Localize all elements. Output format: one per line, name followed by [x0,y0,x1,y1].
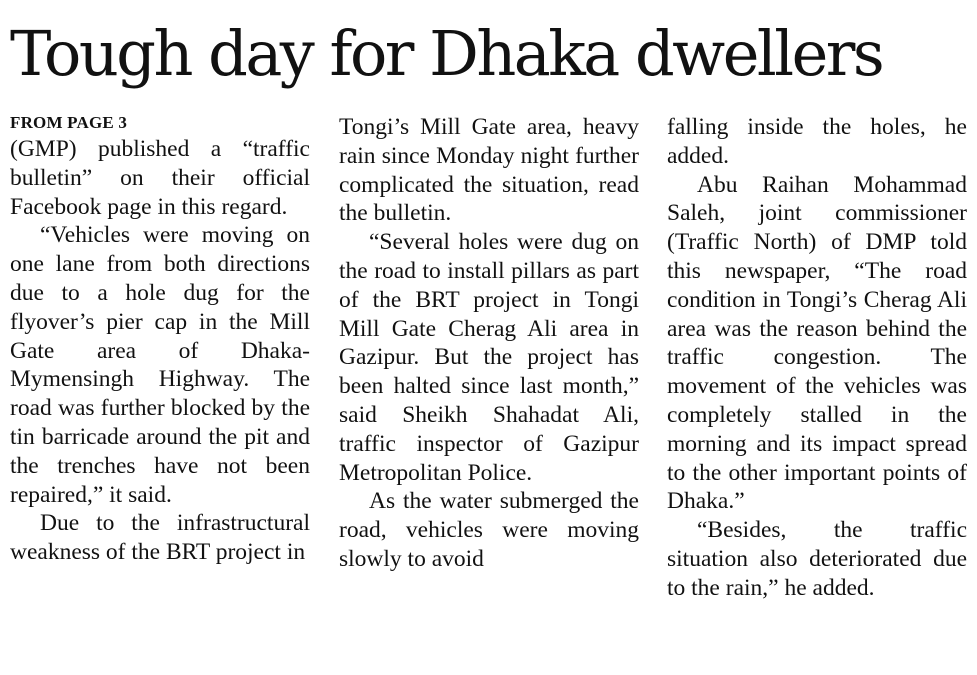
headline: Tough day for Dhaka dwellers [10,17,883,90]
paragraph: “Several holes were dug on the road to install pillars as part of the BRT project in Tongi Mill Gate Cherag Ali area in Gazipur. But the project has been halted since last month,” said Sheikh Shahadat Ali, traffic inspector of Gazipur Metropolitan Police. [339,229,639,486]
paragraph: “Besides, the traffic situation also deteriorated due to the rain,” he added. [667,517,967,601]
paragraph: Abu Raihan Mohammad Saleh, joint commissioner (Traffic North) of DMP told this newspaper, “The road condition in Tongi’s Cherag Ali area was the reason behind the traffic congestion. The movement of the vehicles was completely stalled in the morning and its impact spread to the other important points of Dhaka.” [667,171,967,515]
article-column-3 [667,113,967,603]
continuation-kicker: FROM PAGE 3 [10,113,128,132]
article-column-2 [339,113,639,574]
paragraph: Tongi’s Mill Gate area, heavy rain since Monday night further complicated the situation, read the bulletin. [339,114,639,227]
paragraph: “Vehicles were moving on one lane from both directions due to a hole dug for the flyover’s pier cap in the Mill Gate area of Dhaka-Mymensingh Highway. The road was further blocked by the tin barricade around the pit and the trenches have not been repaired,” it said. [10,222,310,508]
paragraph: (GMP) published a “traffic bulletin” on their official Facebook page in this regard. [10,136,310,220]
paragraph: As the water submerged the road, vehicles were moving slowly to avoid [339,488,639,572]
paragraph: falling inside the holes, he added. [667,114,967,169]
article-column-1 [10,113,310,567]
paragraph: Due to the infrastructural weakness of the BRT project in [10,510,310,566]
